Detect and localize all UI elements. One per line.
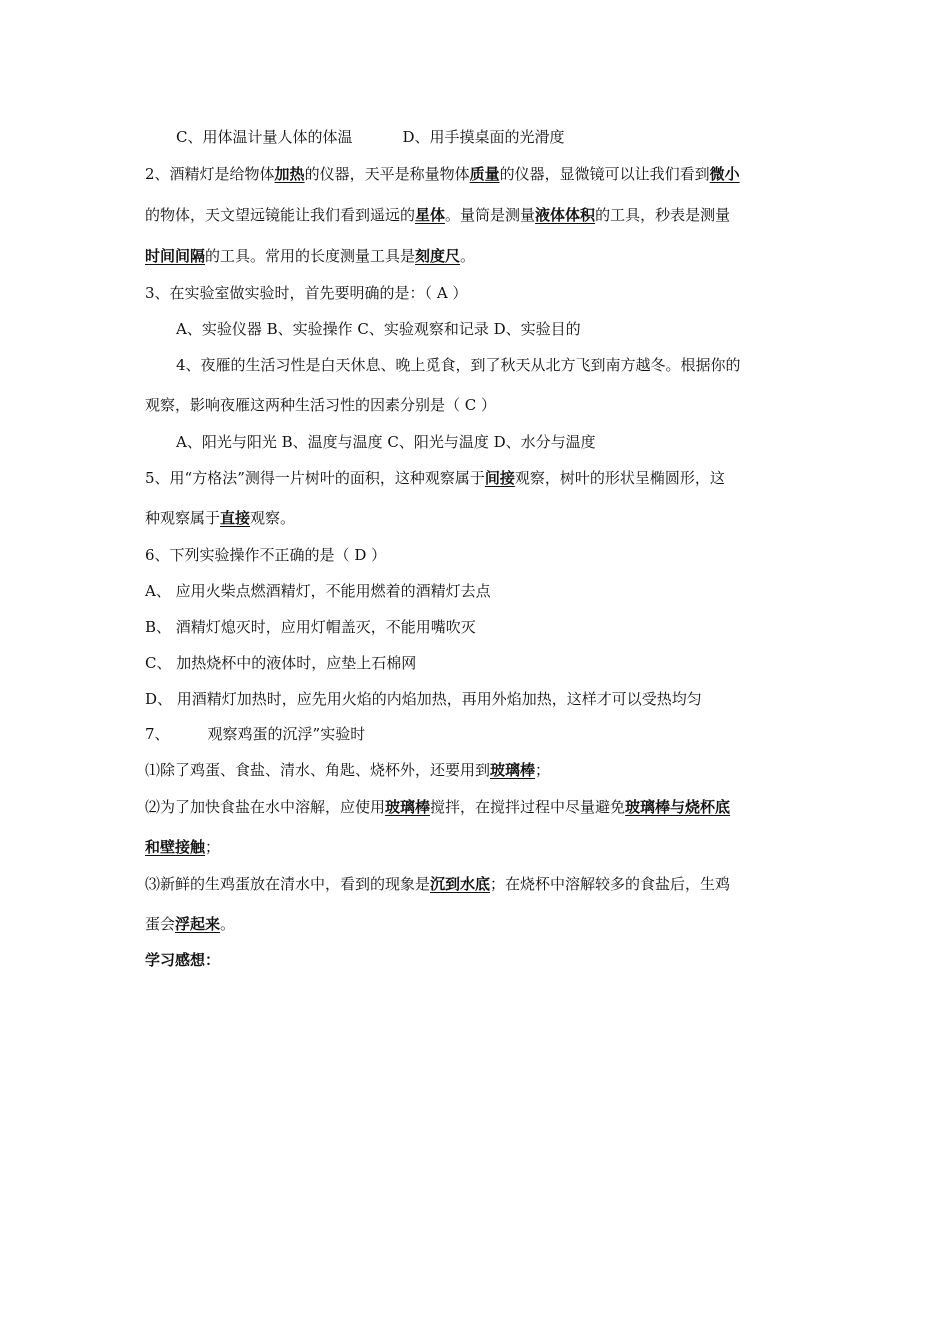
q4-options: A、阳光与阳光 B、温度与温度 C、阳光与温度 D、水分与温度 — [176, 433, 596, 451]
answer: 星体 — [415, 206, 446, 224]
q2-line3: 时间间隔的工具。常用的长度测量工具是刻度尺。 — [145, 247, 476, 265]
answer: 质量 — [469, 165, 500, 183]
q7-stem: 7、 观察鸡蛋的沉浮”实验时 — [145, 725, 366, 743]
answer: 间接 — [484, 469, 515, 487]
answer: 液体体积 — [535, 206, 596, 224]
q2-line1: 2、酒精灯是给物体加热的仪器，天平是称量物体质量的仪器，显微镜可以让我们看到微小 — [145, 165, 740, 183]
q5-line2: 种观察属于直接观察。 — [145, 509, 296, 527]
q5-line1: 5、用“方格法”测得一片树叶的面积，这种观察属于间接观察，树叶的形状呈椭圆形，这 — [145, 469, 725, 487]
answer: 玻璃棒 — [490, 761, 536, 779]
q7-part3-line1: ⑶新鲜的生鸡蛋放在清水中，看到的现象是沉到水底；在烧杯中溶解较多的食盐后，生鸡 — [145, 875, 731, 893]
q6-option-c: C、 加热烧杯中的液体时，应垫上石棉网 — [145, 654, 417, 672]
q4-line1: 4、夜雁的生活习性是白天休息、晚上觅食，到了秋天从北方飞到南方越冬。根据你的 — [176, 356, 741, 374]
answer: 玻璃棒 — [385, 798, 431, 816]
q7-part2-line2: 和壁接触； — [145, 838, 221, 856]
answer: 沉到水底 — [430, 875, 491, 893]
q1-options — [176, 127, 565, 147]
answer: 浮起来 — [175, 915, 221, 933]
q7-part2-line1: ⑵为了加快食盐在水中溶解，应使用玻璃棒搅拌，在搅拌过程中尽量避免玻璃棒与烧杯底 — [145, 798, 731, 816]
q2-line2: 的物体，天文望远镜能让我们看到遥远的星体。量筒是测量液体体积的工具，秒表是测量 — [145, 206, 731, 224]
q4-line2: 观察，影响夜雁这两种生活习性的因素分别是（ C ） — [145, 396, 497, 414]
answer: 加热 — [274, 165, 305, 183]
q7-part1: ⑴除了鸡蛋、食盐、清水、角匙、烧杯外，还要用到玻璃棒； — [145, 761, 551, 779]
answer: 微小 — [709, 165, 740, 183]
q3-stem: 3、在实验室做实验时，首先要明确的是：（ A ） — [145, 284, 468, 302]
reflection-heading: 学习感想： — [145, 951, 221, 969]
q1-option-d: D、用手摸桌面的光滑度 — [402, 128, 565, 146]
q6-option-a: A、 应用火柴点燃酒精灯，不能用燃着的酒精灯去点 — [145, 582, 491, 600]
answer: 和壁接触 — [145, 838, 206, 856]
q3-options: A、实验仪器 B、实验操作 C、实验观察和记录 D、实验目的 — [176, 320, 581, 338]
q1-option-c: C、用体温计量人体的体温 — [176, 128, 353, 146]
answer: 时间间隔 — [145, 247, 206, 265]
q6-stem: 6、下列实验操作不正确的是（ D ） — [145, 546, 387, 564]
answer: 刻度尺 — [415, 247, 461, 265]
answer: 玻璃棒与烧杯底 — [625, 798, 731, 816]
q6-option-d: D、 用酒精灯加热时，应先用火焰的内焰加热，再用外焰加热，这样才可以受热均匀 — [145, 690, 702, 708]
q7-part3-line2: 蛋会浮起来。 — [145, 915, 236, 933]
q6-option-b: B、 酒精灯熄灭时，应用灯帽盖灭，不能用嘴吹灭 — [145, 618, 476, 636]
answer: 直接 — [220, 509, 251, 527]
